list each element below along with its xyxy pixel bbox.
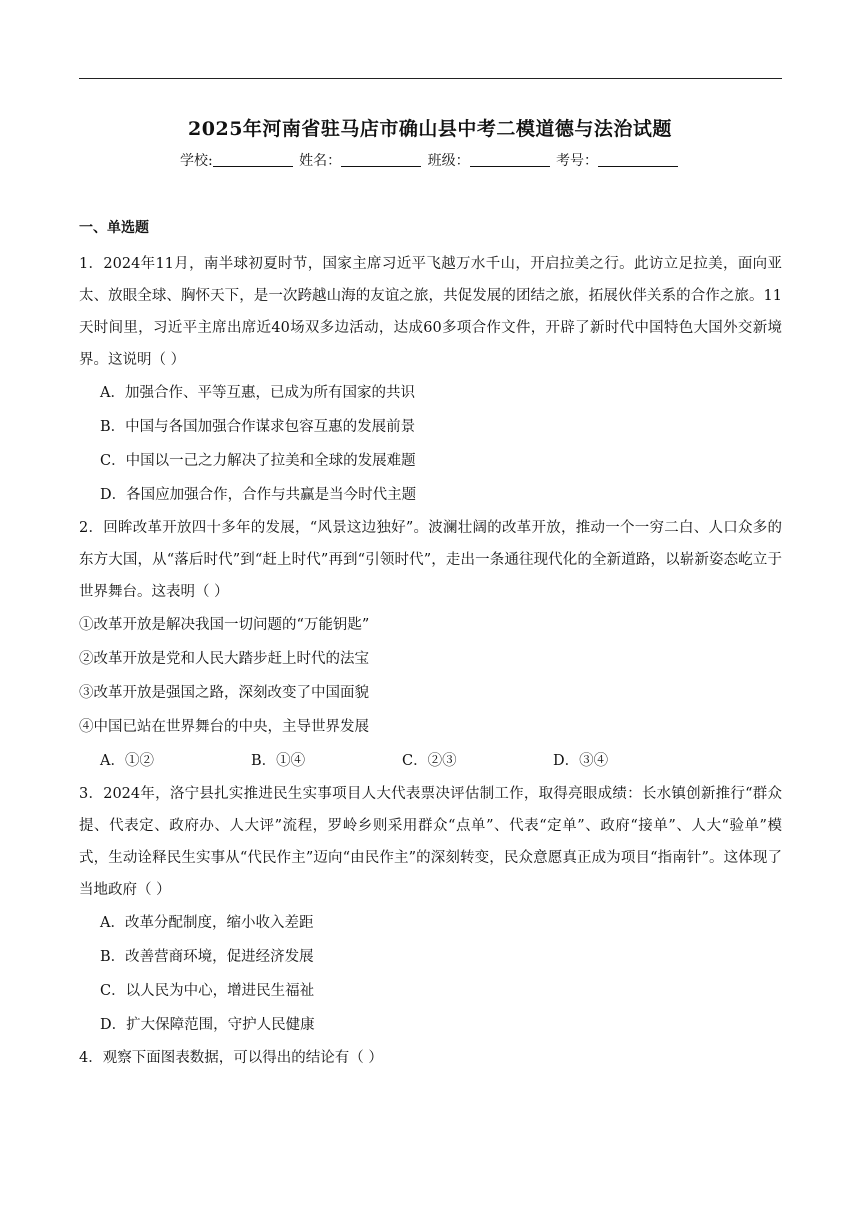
section-title: 一、单选题	[79, 220, 149, 236]
option-row	[79, 744, 782, 778]
option-d[interactable]: D．各国应加强合作，合作与共赢是当今时代主题	[100, 487, 417, 503]
class-label: 班级：	[427, 153, 470, 169]
question-1	[79, 248, 782, 512]
question-3	[79, 778, 782, 1042]
statement-1: ①改革开放是解决我国一切问题的“万能钥匙”	[79, 617, 370, 633]
option-a[interactable]: A．①②	[100, 753, 154, 769]
statement-3: ③改革开放是强国之路，深刻改变了中国面貌	[79, 685, 369, 701]
question-stem: 1．2024年11月，南半球初夏时节，国家主席习近平飞越万水千山，开启拉美之行。此访立足拉美，面向亚太、放眼全球、胸怀天下，是一次跨越山海的友谊之旅，共促发展的团结之旅，拓展伙伴关系的合作之旅。11天时间里，习近平主席出席近40场双多边活动，达成60多项合作文件，开辟了新时代中国特色大国外交新境界。这说明（ ）	[79, 256, 782, 368]
option-b[interactable]: B．改善营商环境，促进经济发展	[100, 949, 314, 965]
statement-4: ④中国已站在世界舞台的中央，主导世界发展	[79, 719, 369, 735]
option-a[interactable]: A．改革分配制度，缩小收入差距	[100, 915, 314, 931]
page-title: 2025年河南省驻马店市确山县中考二模道德与法治试题	[188, 118, 672, 140]
school-label: 学校:	[179, 153, 213, 169]
exam-content	[79, 218, 782, 1074]
question-stem: 4．观察下面图表数据，可以得出的结论有（ ）	[79, 1050, 383, 1066]
option-b[interactable]: B．中国与各国加强合作谋求包容互惠的发展前景	[100, 419, 416, 435]
school-blank[interactable]	[213, 152, 293, 167]
question-4	[79, 1042, 782, 1074]
option-a[interactable]: A．加强合作、平等互惠，已成为所有国家的共识	[100, 385, 415, 401]
question-stem: 3．2024年，洛宁县扎实推进民生实事项目人大代表票决评估制工作，取得亮眼成绩：长水镇创新推行“群众提、代表定、政府办、人大评”流程，罗岭乡则采用群众“点单”、代表“定单”、政府“接单”、人大“验单”模式，生动诠释民生实事从“代民作主”迈向“由民作主”的深刻转变，民众意愿真正成为项目“指南针”。这体现了当地政府（ ）	[79, 786, 782, 898]
question-2	[79, 512, 782, 778]
option-c[interactable]: C．②③	[402, 753, 457, 769]
option-b[interactable]: B．①④	[251, 753, 306, 769]
option-d[interactable]: D．扩大保障范围，守护人民健康	[100, 1017, 315, 1033]
statement-2: ②改革开放是党和人民大踏步赶上时代的法宝	[79, 651, 369, 667]
header-rule	[79, 78, 782, 79]
name-label: 姓名：	[299, 153, 342, 169]
name-blank[interactable]	[341, 152, 421, 167]
class-blank[interactable]	[470, 152, 550, 167]
option-c[interactable]: C．以人民为中心，增进民生福祉	[100, 983, 315, 999]
exam-no-label: 考号：	[556, 153, 599, 169]
question-stem: 2．回眸改革开放四十多年的发展，“风景这边独好”。波澜壮阔的改革开放，推动一个一穷二白、人口众多的东方大国，从“落后时代”到“赶上时代”再到“引领时代”，走出一条通往现代化的全新道路，以崭新姿态屹立于世界舞台。这表明（ ）	[79, 520, 782, 600]
student-info-line	[0, 150, 860, 170]
exam-no-blank[interactable]	[598, 152, 678, 167]
option-c[interactable]: C．中国以一己之力解决了拉美和全球的发展难题	[100, 453, 416, 469]
option-d[interactable]: D．③④	[553, 753, 609, 769]
